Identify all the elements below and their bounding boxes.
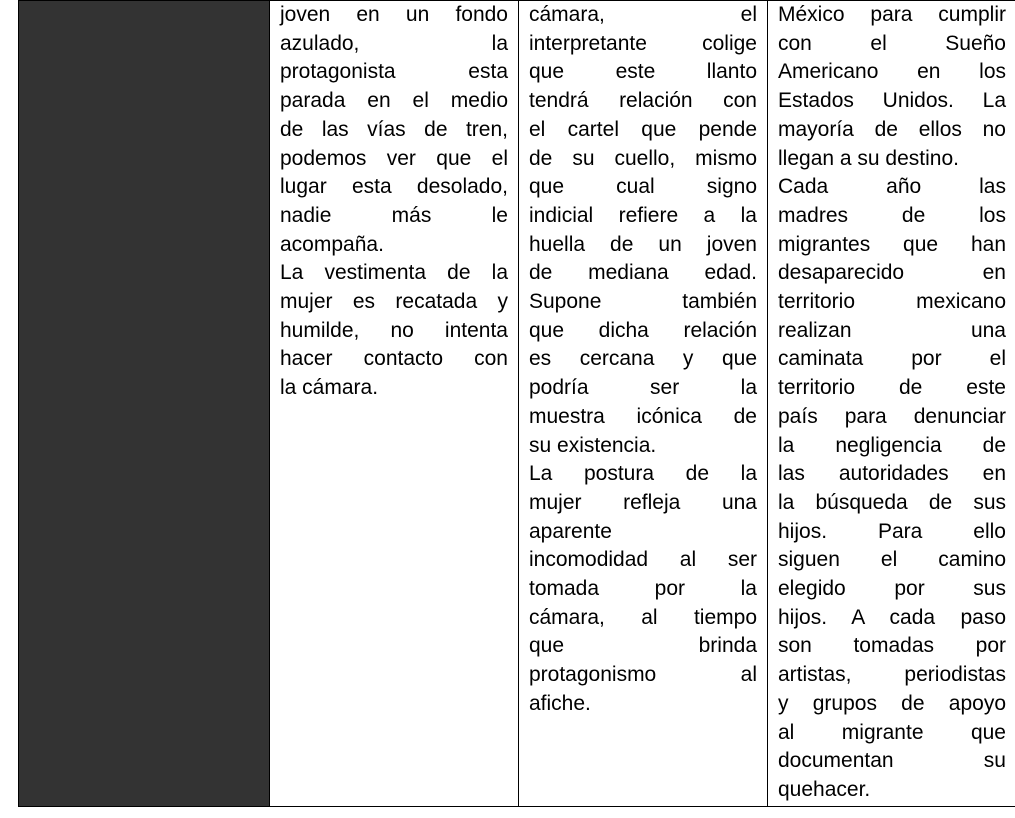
- text-line: tendrá relación con: [529, 89, 757, 113]
- text-line: hijos. Para ello: [778, 519, 1006, 543]
- text-line: es cercana y que: [529, 347, 757, 371]
- text-line: afiche.: [529, 691, 591, 715]
- text-line: La postura de la: [529, 462, 757, 486]
- paragraph: [778, 173, 1006, 804]
- cell-text: [270, 1, 518, 403]
- text-line: Cada año las: [778, 175, 1006, 199]
- text-line: quehacer.: [778, 777, 871, 801]
- paragraph: [529, 460, 757, 718]
- text-line: documentan su: [778, 749, 1006, 773]
- text-line: que dicha relación: [529, 318, 757, 342]
- text-line: aparente: [529, 519, 612, 543]
- text-line: son tomadas por: [778, 634, 1006, 658]
- text-line: la negligencia de: [778, 433, 1006, 457]
- text-line: nadie más le: [280, 203, 508, 227]
- text-line: huella de un joven: [529, 232, 757, 256]
- cell-text: [519, 1, 767, 719]
- cell-text: [768, 1, 1015, 805]
- text-line: realizan una: [778, 318, 1006, 342]
- text-line: azulado, la: [280, 31, 508, 55]
- text-line: incomodidad al ser: [529, 548, 757, 572]
- text-line: la cámara.: [280, 376, 379, 400]
- text-line: podemos ver que el: [280, 146, 508, 170]
- text-line: la búsqueda de sus: [778, 490, 1006, 514]
- text-line: su existencia.: [529, 433, 657, 457]
- text-line: cámara, el: [529, 3, 757, 26]
- text-line: que brinda: [529, 634, 757, 658]
- text-line: con el Sueño: [778, 31, 1006, 55]
- text-line: que cual signo: [529, 175, 757, 199]
- text-line: La vestimenta de la: [280, 261, 508, 285]
- text-line: territorio mexicano: [778, 290, 1006, 314]
- text-line: las autoridades en: [778, 462, 1006, 486]
- text-line: que este llanto: [529, 60, 757, 84]
- text-line: parada en el medio: [280, 89, 508, 113]
- paragraph: [778, 1, 1006, 173]
- text-line: humilde, no intenta: [280, 318, 508, 342]
- text-line: Supone también: [529, 290, 757, 314]
- text-line: hijos. A cada paso: [778, 605, 1006, 629]
- text-line: desaparecido en: [778, 261, 1006, 285]
- interpretation-cell: [519, 1, 768, 807]
- text-line: acompaña.: [280, 232, 384, 256]
- text-line: protagonista esta: [280, 60, 508, 84]
- text-line: elegido por sus: [778, 577, 1006, 601]
- text-line: migrantes que han: [778, 232, 1006, 256]
- text-line: artistas, periodistas: [778, 663, 1006, 687]
- text-line: madres de los: [778, 203, 1006, 227]
- text-line: lugar esta desolado,: [280, 175, 508, 199]
- text-line: y grupos de apoyo: [778, 691, 1006, 715]
- text-line: el cartel que pende: [529, 117, 757, 141]
- text-line: siguen el camino: [778, 548, 1006, 572]
- text-line: joven en un fondo: [280, 3, 508, 26]
- text-line: cámara, al tiempo: [529, 605, 757, 629]
- text-line: interpretante colige: [529, 31, 757, 55]
- paragraph: [280, 259, 508, 403]
- text-line: territorio de este: [778, 376, 1006, 400]
- text-line: país para denunciar: [778, 404, 1006, 428]
- table-row: [19, 1, 1015, 807]
- text-line: llegan a su destino.: [778, 146, 959, 170]
- text-line: México para cumplir: [778, 3, 1006, 26]
- text-line: de las vías de tren,: [280, 117, 508, 141]
- text-line: Americano en los: [778, 60, 1006, 84]
- text-line: hacer contacto con: [280, 347, 508, 371]
- text-line: mayoría de ellos no: [778, 117, 1006, 141]
- text-line: podría ser la: [529, 376, 757, 400]
- text-line: protagonismo al: [529, 663, 757, 687]
- text-line: caminata por el: [778, 347, 1006, 371]
- content-table: [18, 0, 1015, 807]
- description-cell: [270, 1, 519, 807]
- text-line: de su cuello, mismo: [529, 146, 757, 170]
- image-cell: [19, 1, 270, 807]
- text-line: de mediana edad.: [529, 261, 757, 285]
- paragraph: [529, 1, 757, 460]
- text-line: mujer es recatada y: [280, 290, 508, 314]
- text-line: tomada por la: [529, 577, 757, 601]
- text-line: mujer refleja una: [529, 490, 757, 514]
- text-line: al migrante que: [778, 720, 1006, 744]
- text-line: Estados Unidos. La: [778, 89, 1006, 113]
- paragraph: [280, 1, 508, 259]
- text-line: indicial refiere a la: [529, 203, 757, 227]
- text-line: muestra icónica de: [529, 404, 757, 428]
- context-cell: [768, 1, 1015, 807]
